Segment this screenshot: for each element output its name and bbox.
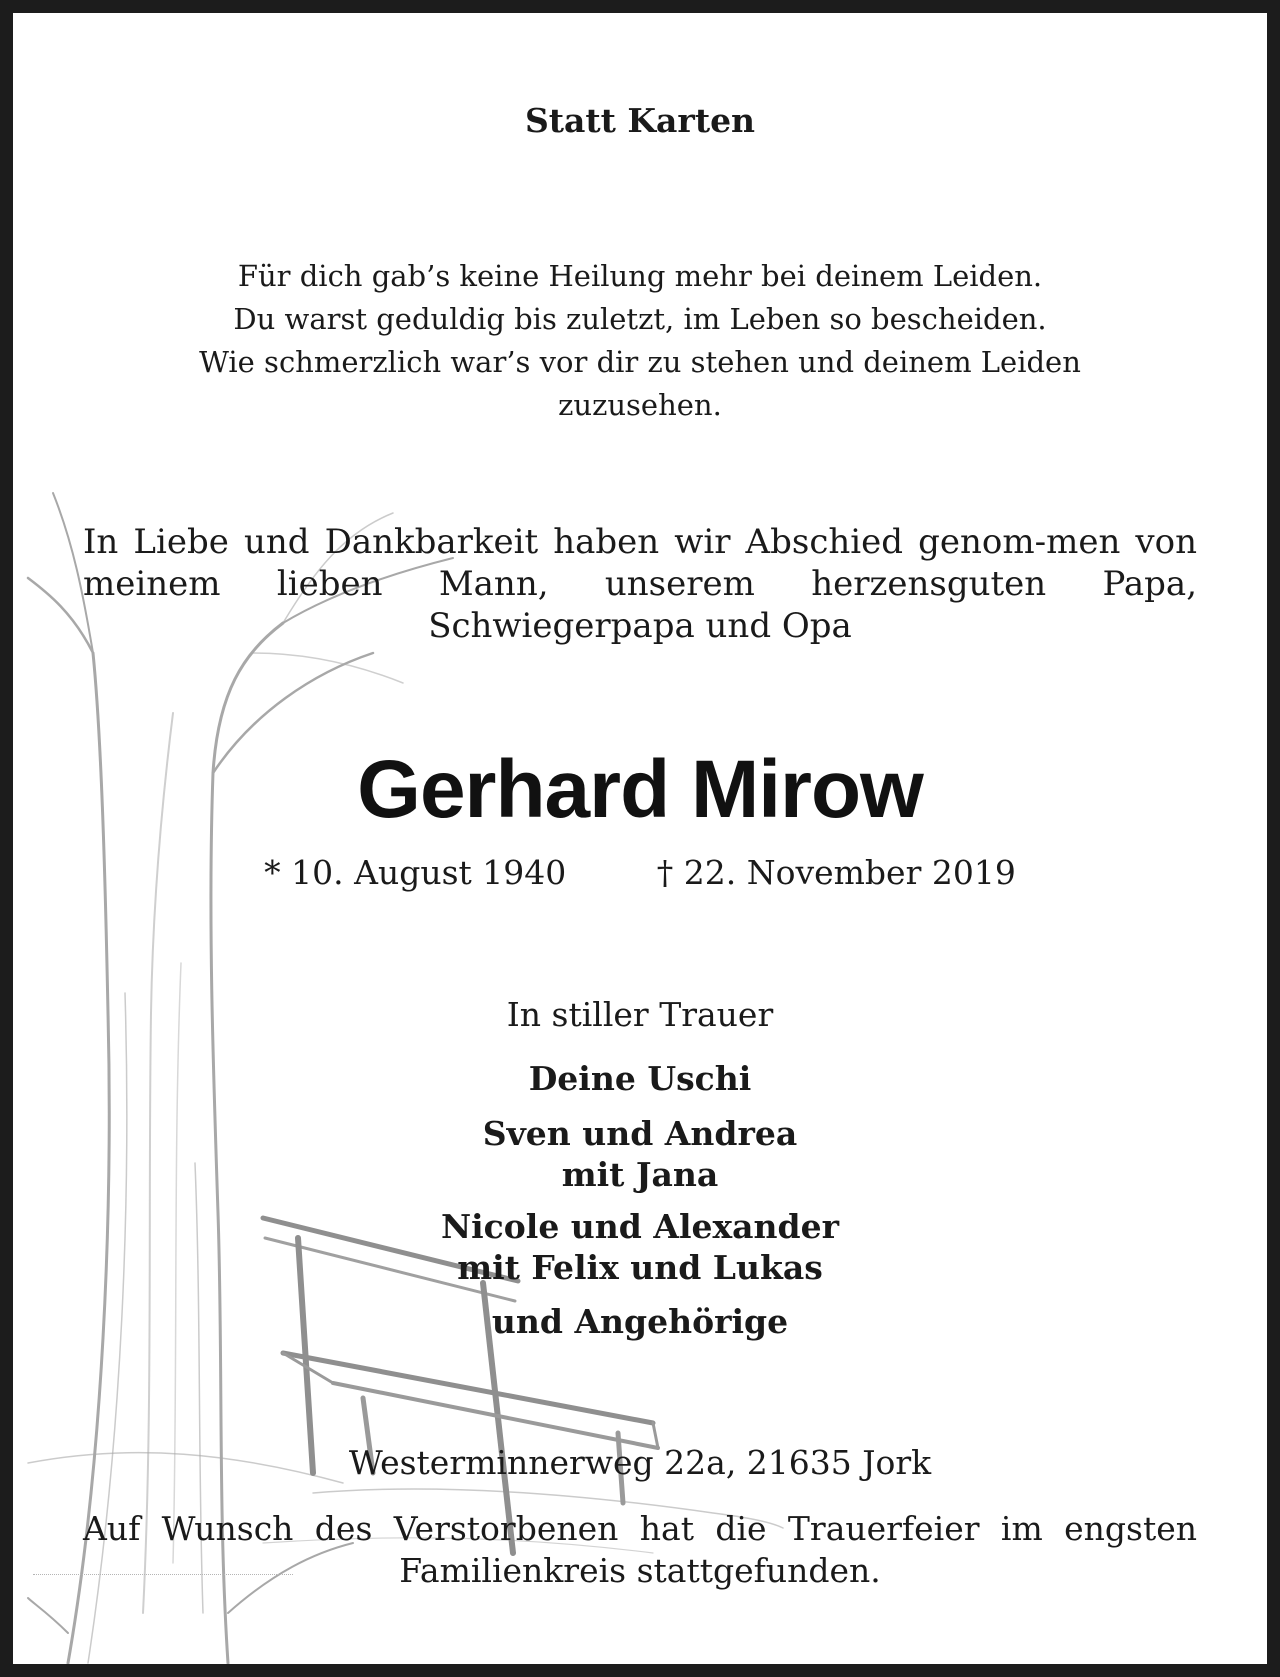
closing-notice: Auf Wunsch des Verstorbenen hat die Trauerfeier im engsten Familienkreis stattgefunden. [83,1509,1197,1590]
address: Westerminnerweg 22a, 21635 Jork [348,1443,932,1482]
heading-statt-karten: Statt Karten [524,101,756,140]
mourner-line: und Angehörige [491,1302,789,1341]
mourner-entry [73,1206,1207,1288]
mourner-entry [73,1301,1207,1342]
mourner-entry [73,1058,1207,1099]
mourner-line: Deine Uschi [528,1059,752,1098]
birth-date: * 10. August 1940 [264,853,567,892]
intro-paragraph: In Liebe und Dankbarkeit haben wir Abschied genom-men von meinem lieben Mann, unserem herzensguten Papa, Schwiegerpapa und Opa [83,522,1197,646]
poem-line: Für dich gab’s keine Heilung mehr bei deinem Leiden. [237,259,1043,293]
mourner-entry [73,1113,1207,1195]
dotted-divider [33,1574,293,1575]
mourner-line: Sven und Andrea [482,1114,798,1153]
death-date: † 22. November 2019 [656,853,1016,892]
mourner-line: Nicole und Alexander [440,1207,839,1246]
memorial-poem [73,255,1207,427]
mourning-label: In stiller Trauer [506,995,774,1034]
deceased-name: Gerhard Mirow [357,744,923,835]
mourner-line: mit Jana [561,1155,719,1194]
poem-line: Du warst geduldig bis zuletzt, im Leben so bescheiden. [233,302,1047,336]
poem-line: zuzusehen. [558,388,722,422]
mourner-line: mit Felix und Lukas [457,1248,823,1287]
poem-line: Wie schmerzlich war’s vor dir zu stehen und deinem Leiden [199,345,1081,379]
life-dates [73,853,1207,892]
